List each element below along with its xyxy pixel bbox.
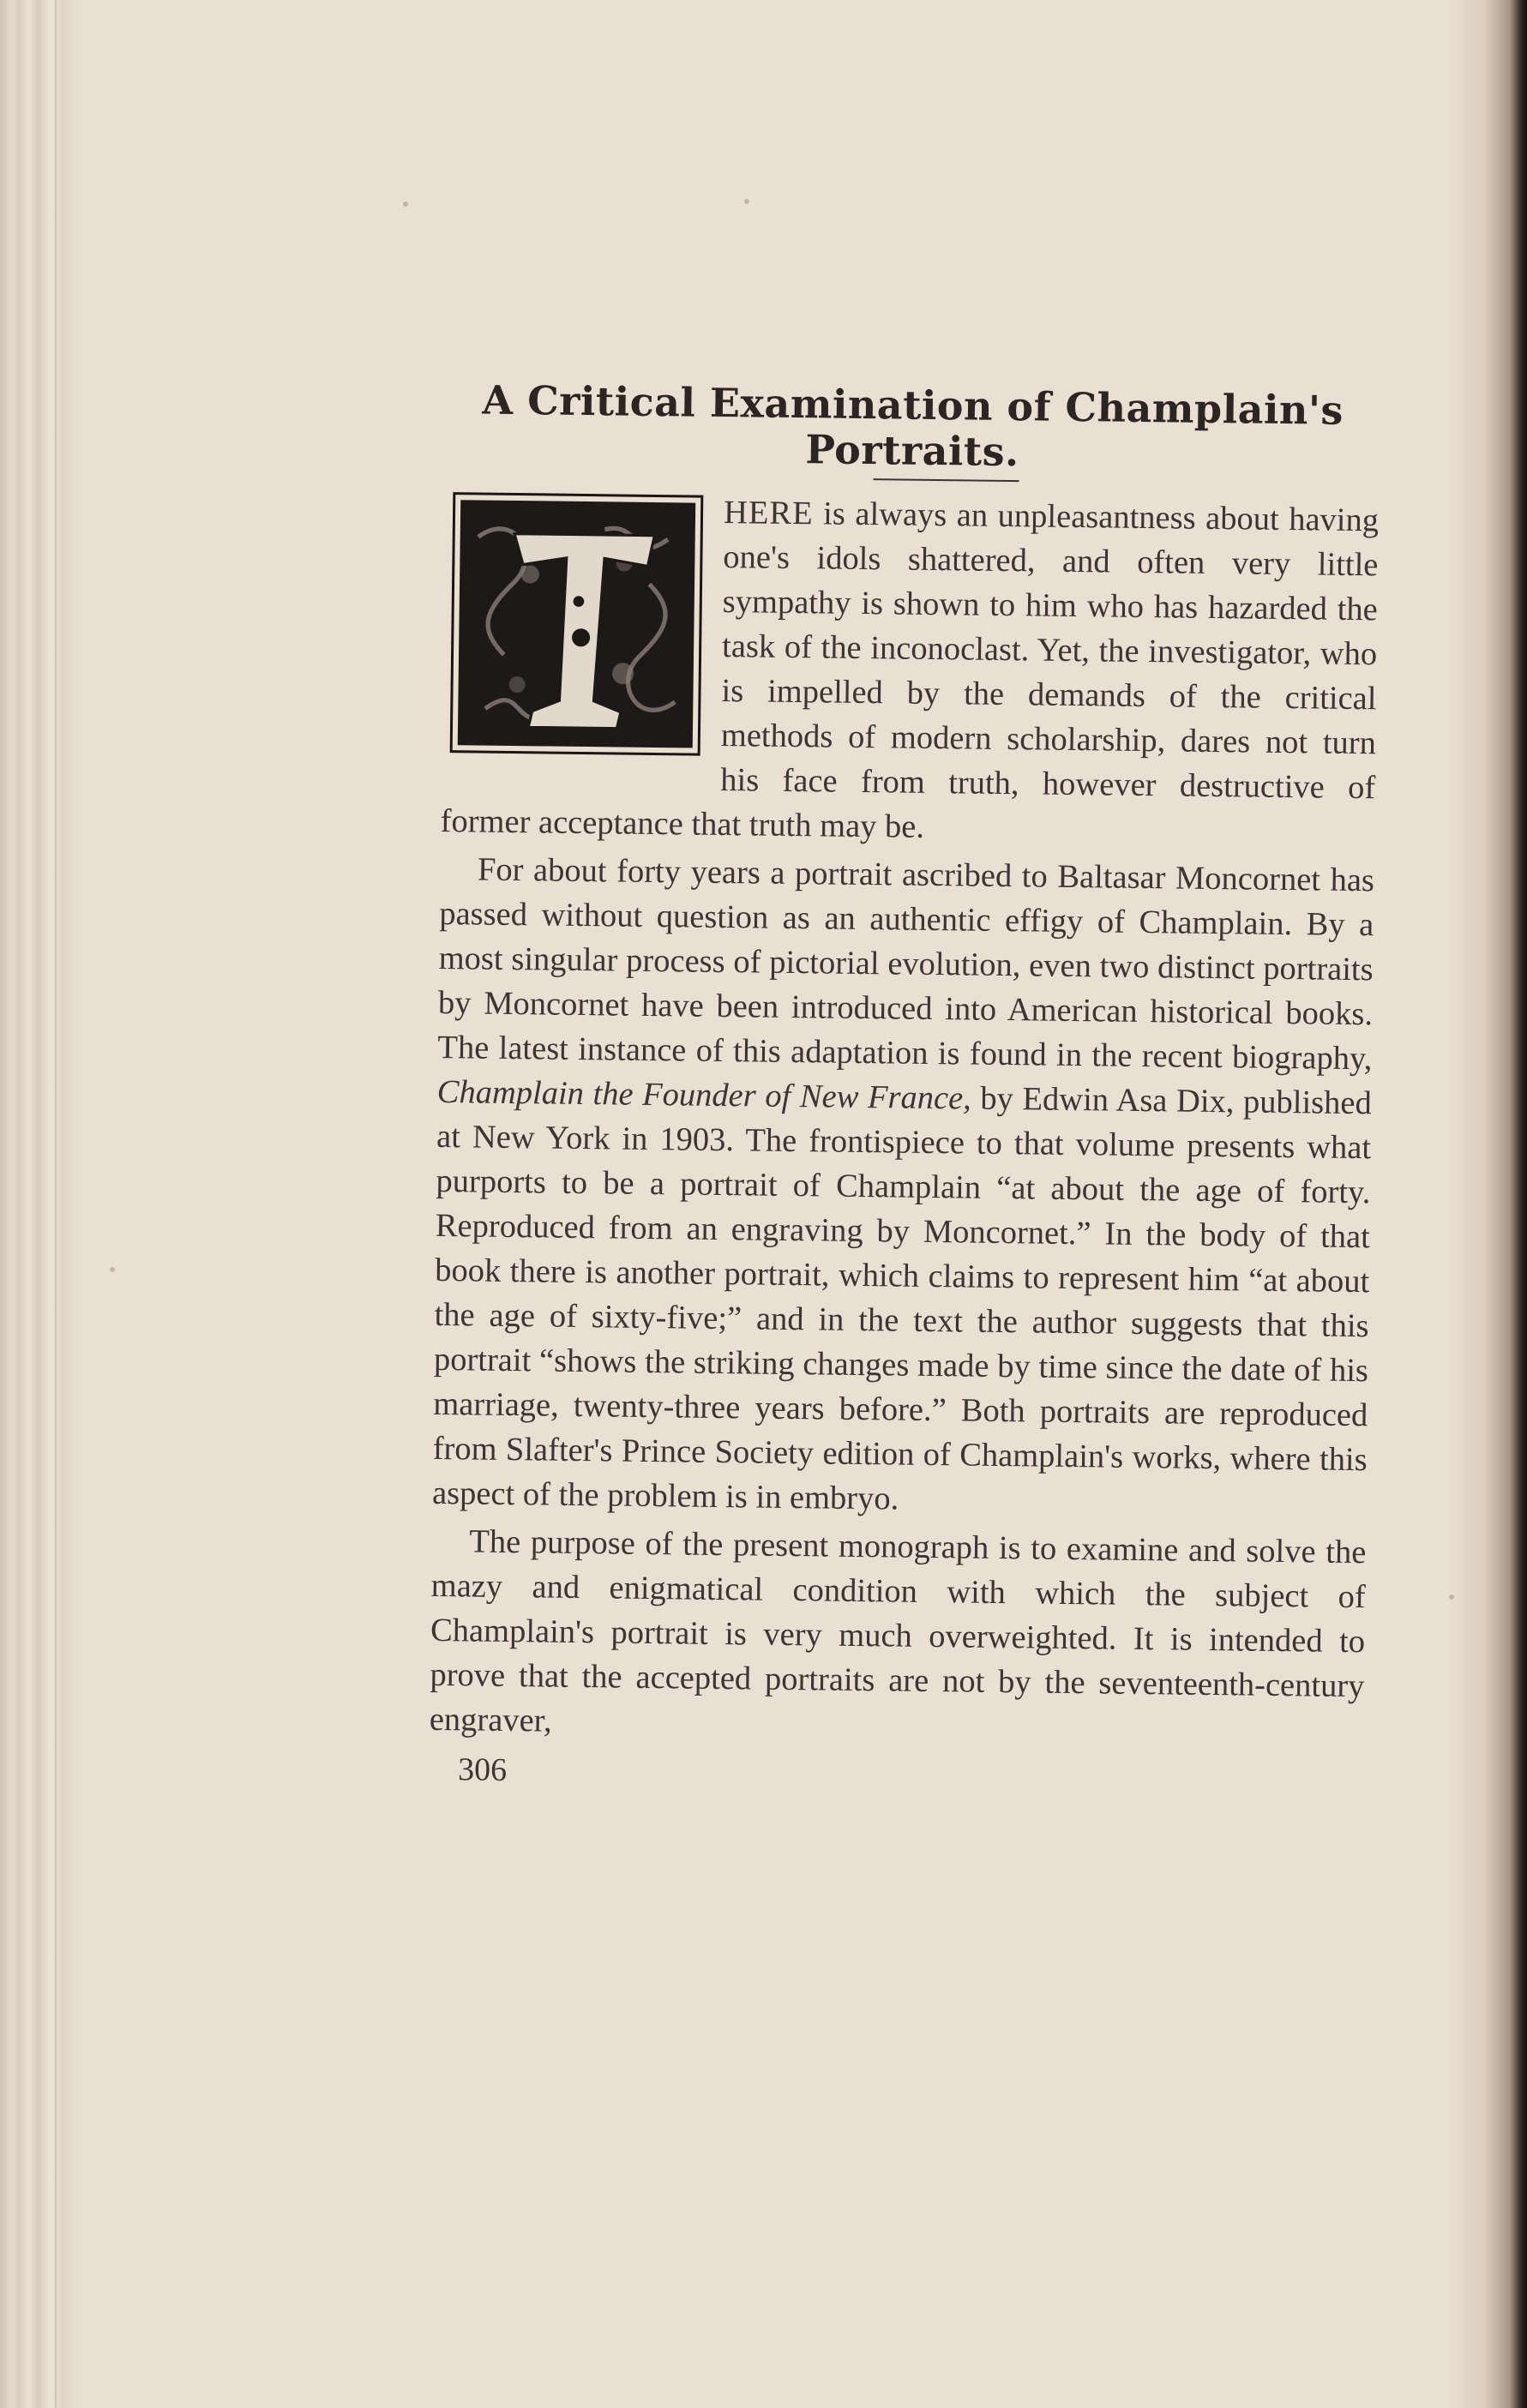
paragraph-3-text: The purpose of the present monograph is to examine and solve the mazy and enigmatical condition with which the subject of Champlain's portrait is very much overweighted. It is intended to prove that the accepted portraits are not by the seventeenth-century engraver, (429, 1523, 1367, 1739)
paper-speck (744, 199, 749, 204)
book-gutter-shadow (1450, 0, 1527, 2408)
article-title (445, 377, 1380, 479)
paragraph-1-text: is always an unpleasantness about having one's idols shattered, and often very little sympathy is shown to him who has hazarded the task of the inconoclast. Yet, the investigator, who is impelled by the demands of the critical methods of modern scholarship, dares not turn his face from truth, however destructive of former acceptance that truth may be. (440, 495, 1380, 845)
paper-speck (1449, 1594, 1454, 1600)
article-title-line-2: Portraits. (805, 426, 1019, 476)
book-page-edges (0, 0, 103, 2408)
dropcap-ornament-icon (458, 500, 695, 748)
article-body (430, 487, 1380, 1753)
paragraph-2-text-a: For about forty years a portrait ascribed to Baltasar Moncornet has passed without question as an authentic effigy of Champlain. By a most singular process of pictorial evolution, even two distinct portraits by Moncornet have been introduced into American historical books. The latest instance of this adaptation is found in the recent biography, (437, 851, 1375, 1078)
paper-speck (403, 201, 408, 207)
paragraph-2-text-b: by Edwin Asa Dix, published at New York in 1903. The frontispiece to that volume presents what purports to be a portrait of Champlain “at about the age of forty. Reproduced from an engraving by Moncornet.” In the body of that book there is another portrait, which claims to represent him “at about the age of sixty-five;” and in the text the author suggests that this portrait “shows the striking changes made by time since the date of his marriage, twenty-three years before.” Both portraits are reproduced from Slafter's Prince Society edition of Champlain's works, where this aspect of the problem is in embryo. (431, 1080, 1372, 1517)
article-title-line-1: A Critical Examination of Champlain's (482, 376, 1344, 434)
dropcap-letter-graphic (458, 500, 695, 748)
paragraph-2 (432, 847, 1374, 1527)
paragraph-1-opening-word: HERE (723, 494, 814, 532)
paragraph-3 (430, 1519, 1367, 1753)
book-title-italic: Champlain the Founder of New France, (436, 1073, 972, 1117)
ornamental-dropcap (450, 492, 704, 756)
page-number: 306 (457, 1751, 508, 1788)
title-rule (874, 478, 1019, 482)
document-page (429, 377, 1380, 1799)
paper-speck (110, 1267, 115, 1272)
